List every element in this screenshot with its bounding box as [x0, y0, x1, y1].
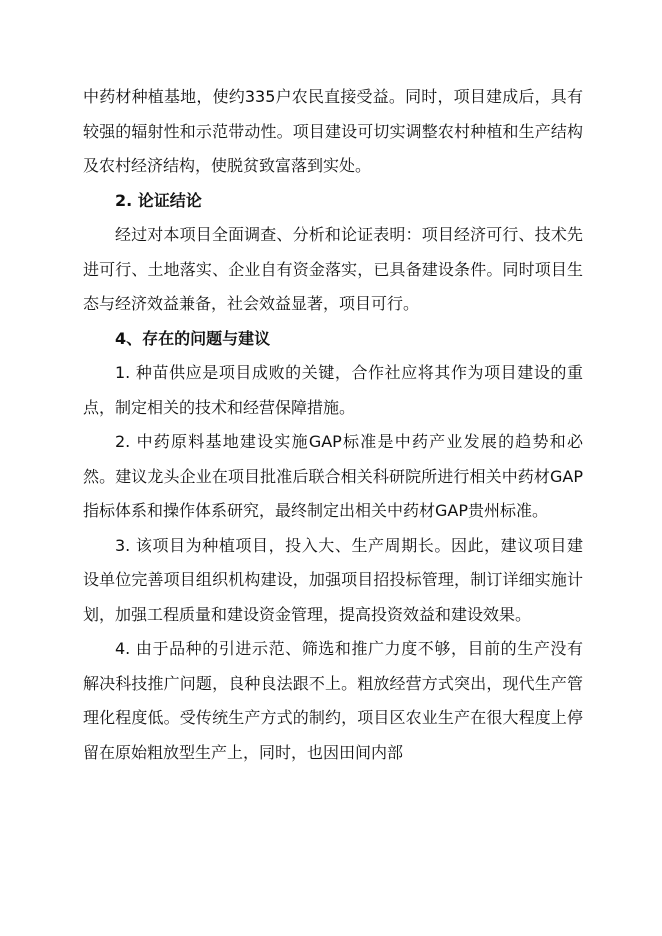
paragraph-suggestion-1: 1. 种苗供应是项目成败的关键，合作社应将其作为项目建设的重点，制定相关的技术和经营保障措施。 [83, 363, 583, 417]
heading-conclusion: 2. 论证结论 [115, 190, 202, 210]
paragraph-suggestion-3: 3. 该项目为种植项目，投入大、生产周期长。因此，建议项目建设单位完善项目组织机构建设，加强项目招投标管理，制订详细实施计划，加强工程质量和建设资金管理，提高投资效益和建设效果。 [83, 535, 583, 624]
document-body [83, 80, 583, 770]
heading-problems-suggestions: 4、存在的问题与建议 [115, 328, 271, 348]
paragraph-suggestion-2: 2. 中药原料基地建设实施GAP标准是中药产业发展的趋势和必然。建议龙头企业在项目批准后联合相关科研院所进行相关中药材GAP指标体系和操作体系研究，最终制定出相关中药材GAP贵州标准。 [83, 432, 583, 520]
paragraph-beneficiaries: 中药材种植基地，使约335户农民直接受益。同时，项目建成后，具有较强的辐射性和示范带动性。项目建设可切实调整农村种植和生产结构及农村经济结构，使脱贫致富落到实处。 [83, 87, 583, 175]
paragraph-suggestion-4: 4. 由于品种的引进示范、筛选和推广力度不够，目前的生产没有解决科技推广问题，良种良法跟不上。粗放经营方式突出，现代生产管理化程度低。受传统生产方式的制约，项目区农业生产在很大程度上停留在原始粗放型生产上，同时，也因田间内部 [83, 639, 583, 762]
paragraph-conclusion: 经过对本项目全面调查、分析和论证表明：项目经济可行、技术先进可行、土地落实、企业自有资金落实，已具备建设条件。同时项目生态与经济效益兼备，社会效益显著，项目可行。 [83, 225, 583, 313]
